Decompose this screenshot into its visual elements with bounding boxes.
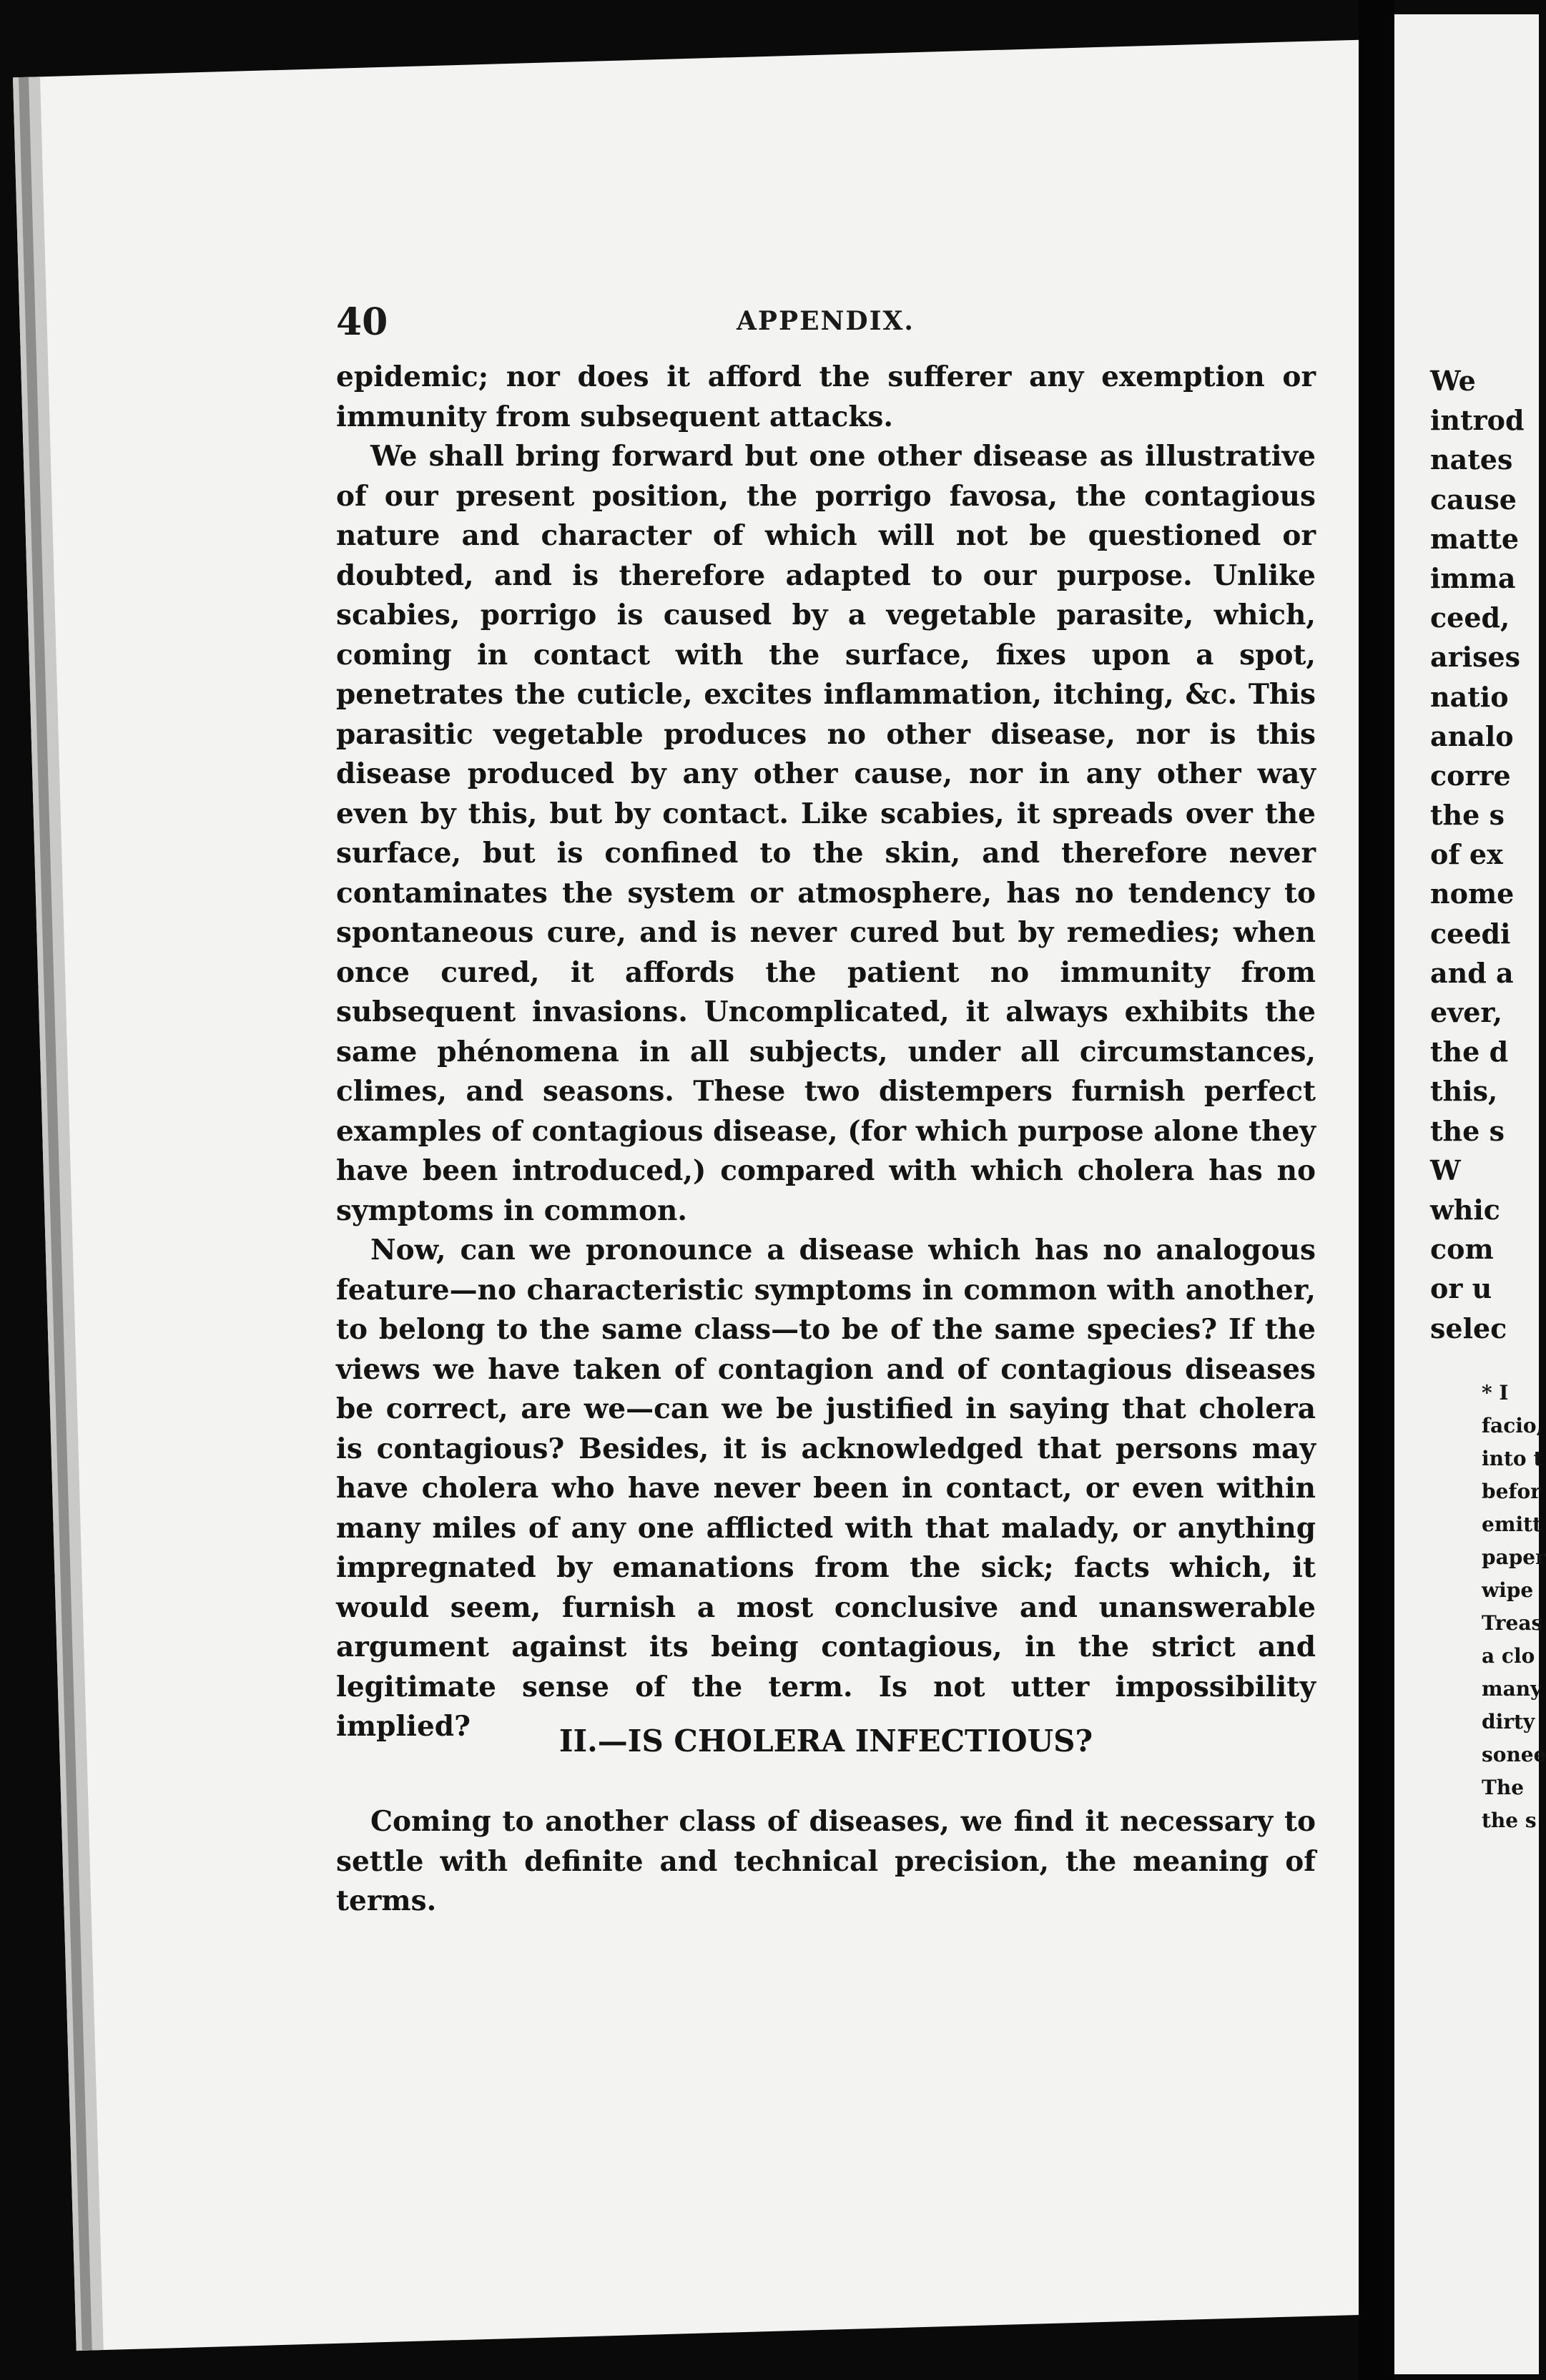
facing-line: or u [1430, 1272, 1492, 1305]
section-heading: II.—IS CHOLERA INFECTIOUS? [558, 1723, 1093, 1759]
facing-line: the s [1430, 1114, 1505, 1147]
facing-line: cause [1430, 483, 1517, 516]
facing-line: analo [1430, 719, 1514, 752]
facing-page-footnotes [1482, 1377, 1546, 1837]
facing-note: the s [1482, 1809, 1537, 1832]
page-header [336, 300, 1323, 343]
facing-line: introd [1430, 404, 1525, 437]
facing-line: corre [1430, 759, 1511, 792]
facing-note: The [1482, 1776, 1525, 1799]
facing-note: a clo [1482, 1644, 1535, 1668]
paragraph: Now, can we pronounce a disease which has no analogous feature—no characteristic symptoms in common with another, to belong to the same class—to be of the same species? If the views we have taken of contagion and of contagious diseases be correct, are we—can we be justified in saying that cholera is contagious? Besides, it is acknowledged that persons may have cholera who have never been in contact, or even within many miles of any one afflicted with that malady, or anything impregnated by emanations from the sick; facts which, it would seem, furnish a most conclusive and unanswerable argument against its being contagious, in the strict and legitimate sense of the term. Is not utter impossibility implied? [336, 1234, 1316, 1743]
facing-note: into t [1482, 1447, 1543, 1470]
facing-line: imma [1430, 561, 1516, 594]
facing-line: W [1430, 1154, 1461, 1186]
facing-note: emitt [1482, 1513, 1542, 1536]
facing-line: ever, [1430, 996, 1502, 1028]
facing-note: Treas [1482, 1611, 1543, 1635]
facing-note: sonee [1482, 1743, 1546, 1766]
page-number: 40 [336, 300, 388, 344]
body-text [336, 358, 1316, 1747]
facing-note: dirty [1482, 1710, 1535, 1734]
facing-line: natio [1430, 680, 1509, 713]
facing-line: selec [1430, 1312, 1507, 1344]
facing-line: of ex [1430, 838, 1503, 871]
facing-note: * I [1482, 1381, 1509, 1405]
facing-line: arises [1430, 641, 1521, 674]
paragraph: epidemic; nor does it afford the sufferer any exemption or immunity from subsequent attacks. [336, 360, 1316, 433]
facing-line: nome [1430, 877, 1515, 910]
facing-line: com [1430, 1233, 1494, 1266]
facing-line: whic [1430, 1193, 1500, 1226]
paragraph: We shall bring forward but one other disease as illustrative of our present position, the porrigo favosa, the contagious nature and character of which will not be questioned or doubted, and is therefore adapted to our purpose. Unlike scabies, porrigo is caused by a vegetable parasite, which, coming in contact with the surface, fixes upon a spot, penetrates the cuticle, excites inflammation, itching, &c. This parasitic vegetable produces no other disease, nor is this disease produced by any other cause, nor in any other way even by this, but by contact. Like scabies, it spreads over the surface, but is confined to the skin, and therefore never contaminates the system or atmosphere, has no tendency to spontaneous cure, and is never cured but by remedies; when once cured, it affords the patient no immunity from subsequent invasions. Uncomplicated, it always exhibits the same phénomena in all subjects, under all circumstances, climes, and seasons. These two distempers furnish perfect examples of contagious disease, (for which purpose alone they have been introduced,) compared with which cholera has no symptoms in common. [336, 440, 1316, 1227]
running-head: APPENDIX. [737, 306, 915, 336]
facing-line: this, [1430, 1075, 1498, 1108]
facing-line: We [1430, 365, 1476, 397]
facing-line: the s [1430, 799, 1505, 832]
facing-note: wipe [1482, 1578, 1534, 1602]
facing-note: befor [1482, 1480, 1541, 1503]
section-text [336, 1802, 1316, 1922]
facing-line: and a [1430, 956, 1514, 989]
facing-note: paper [1482, 1545, 1546, 1569]
facing-line: the d [1430, 1036, 1509, 1068]
facing-note: many [1482, 1677, 1542, 1701]
paragraph: Coming to another class of diseases, we find it necessary to settle with definite and technical precision, the meaning of terms. [336, 1805, 1316, 1917]
facing-note: facio, [1482, 1414, 1544, 1437]
page-gutter [1359, 0, 1394, 2380]
facing-line: matte [1430, 522, 1520, 555]
facing-line: nates [1430, 443, 1513, 476]
facing-page-text [1430, 361, 1539, 1348]
facing-line: ceed, [1430, 601, 1510, 634]
facing-line: ceedi [1430, 917, 1511, 950]
